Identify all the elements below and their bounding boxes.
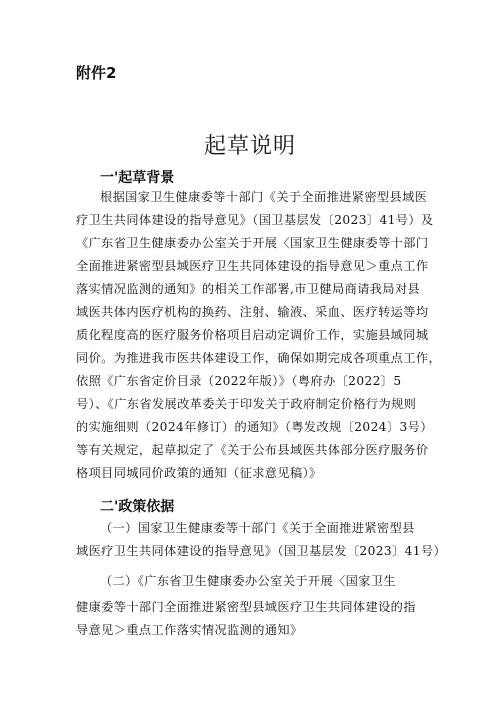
- paragraph-line: 的实施细则（2024年修订）的通知》（粤发改规〔2024〕3号）: [76, 420, 433, 434]
- paragraph-line: 依照《广东省定价目录（2022年版）》（粤府办〔2022〕5: [76, 374, 402, 388]
- document-title: 起草说明: [203, 134, 296, 159]
- section-heading-background: 一'起草背景: [100, 170, 175, 186]
- section-heading-policy-basis: 二'政策依据: [100, 499, 175, 515]
- policy-item-2: [76, 570, 432, 642]
- paragraph-line: 全面推进紧密型县域医疗卫生共同体建设的指导意见＞重点工作: [76, 259, 429, 273]
- paragraph-line: 根据国家卫生健康委等十部门《关于全面推进紧密型县域医: [100, 190, 428, 204]
- section-background-paragraph: [76, 186, 442, 485]
- paragraph-line: 健康委等十部门全面推进紧密型县域医疗卫生共同体建设的指: [76, 600, 416, 614]
- paragraph-line: 号）、《广东省发展改革委关于印发关于政府制定价格行为规则: [76, 397, 417, 411]
- policy-item-1: [76, 517, 447, 563]
- paragraph-line: 《广东省卫生健康委办公室关于开展〈国家卫生健康委等十部门: [76, 236, 429, 250]
- paragraph-line: 等有关规定，起草拟定了《关于公布县域医共体部分医疗服务价: [76, 443, 429, 457]
- paragraph-line: 质化程度高的医疗服务价格项目启动定调价工作，实施县域同城: [76, 328, 429, 342]
- paragraph-line: 疗卫生共同体建设的指导意见》（国卫基层发〔2023〕41号）及: [76, 213, 434, 227]
- paragraph-line: 域医疗卫生共同体建设的指导意见》（国卫基层发〔2023〕41号）: [76, 544, 447, 558]
- paragraph-line: 导意见＞重点工作落实情况监测的通知》: [76, 623, 303, 637]
- attachment-label: 附件2: [76, 64, 117, 82]
- paragraph-line: （二）《广东省卫生健康委办公室关于开展〈国家卫生: [100, 574, 396, 588]
- paragraph-line: 格项目同城同价政策的通知（征求意见稿）》: [76, 466, 322, 480]
- paragraph-line: 域医共体内医疗机构的换药、注射、输液、采血、医疗转运等均: [76, 305, 429, 319]
- paragraph-line: （一）国家卫生健康委等十部门《关于全面推进紧密型县: [100, 521, 415, 535]
- paragraph-line: 同价。为推进我市医共体建设工作，确保如期完成各项重点工作，: [76, 351, 442, 365]
- paragraph-line: 落实情况监测的通知》的相关工作部署,市卫健局商请我局对县: [76, 282, 421, 296]
